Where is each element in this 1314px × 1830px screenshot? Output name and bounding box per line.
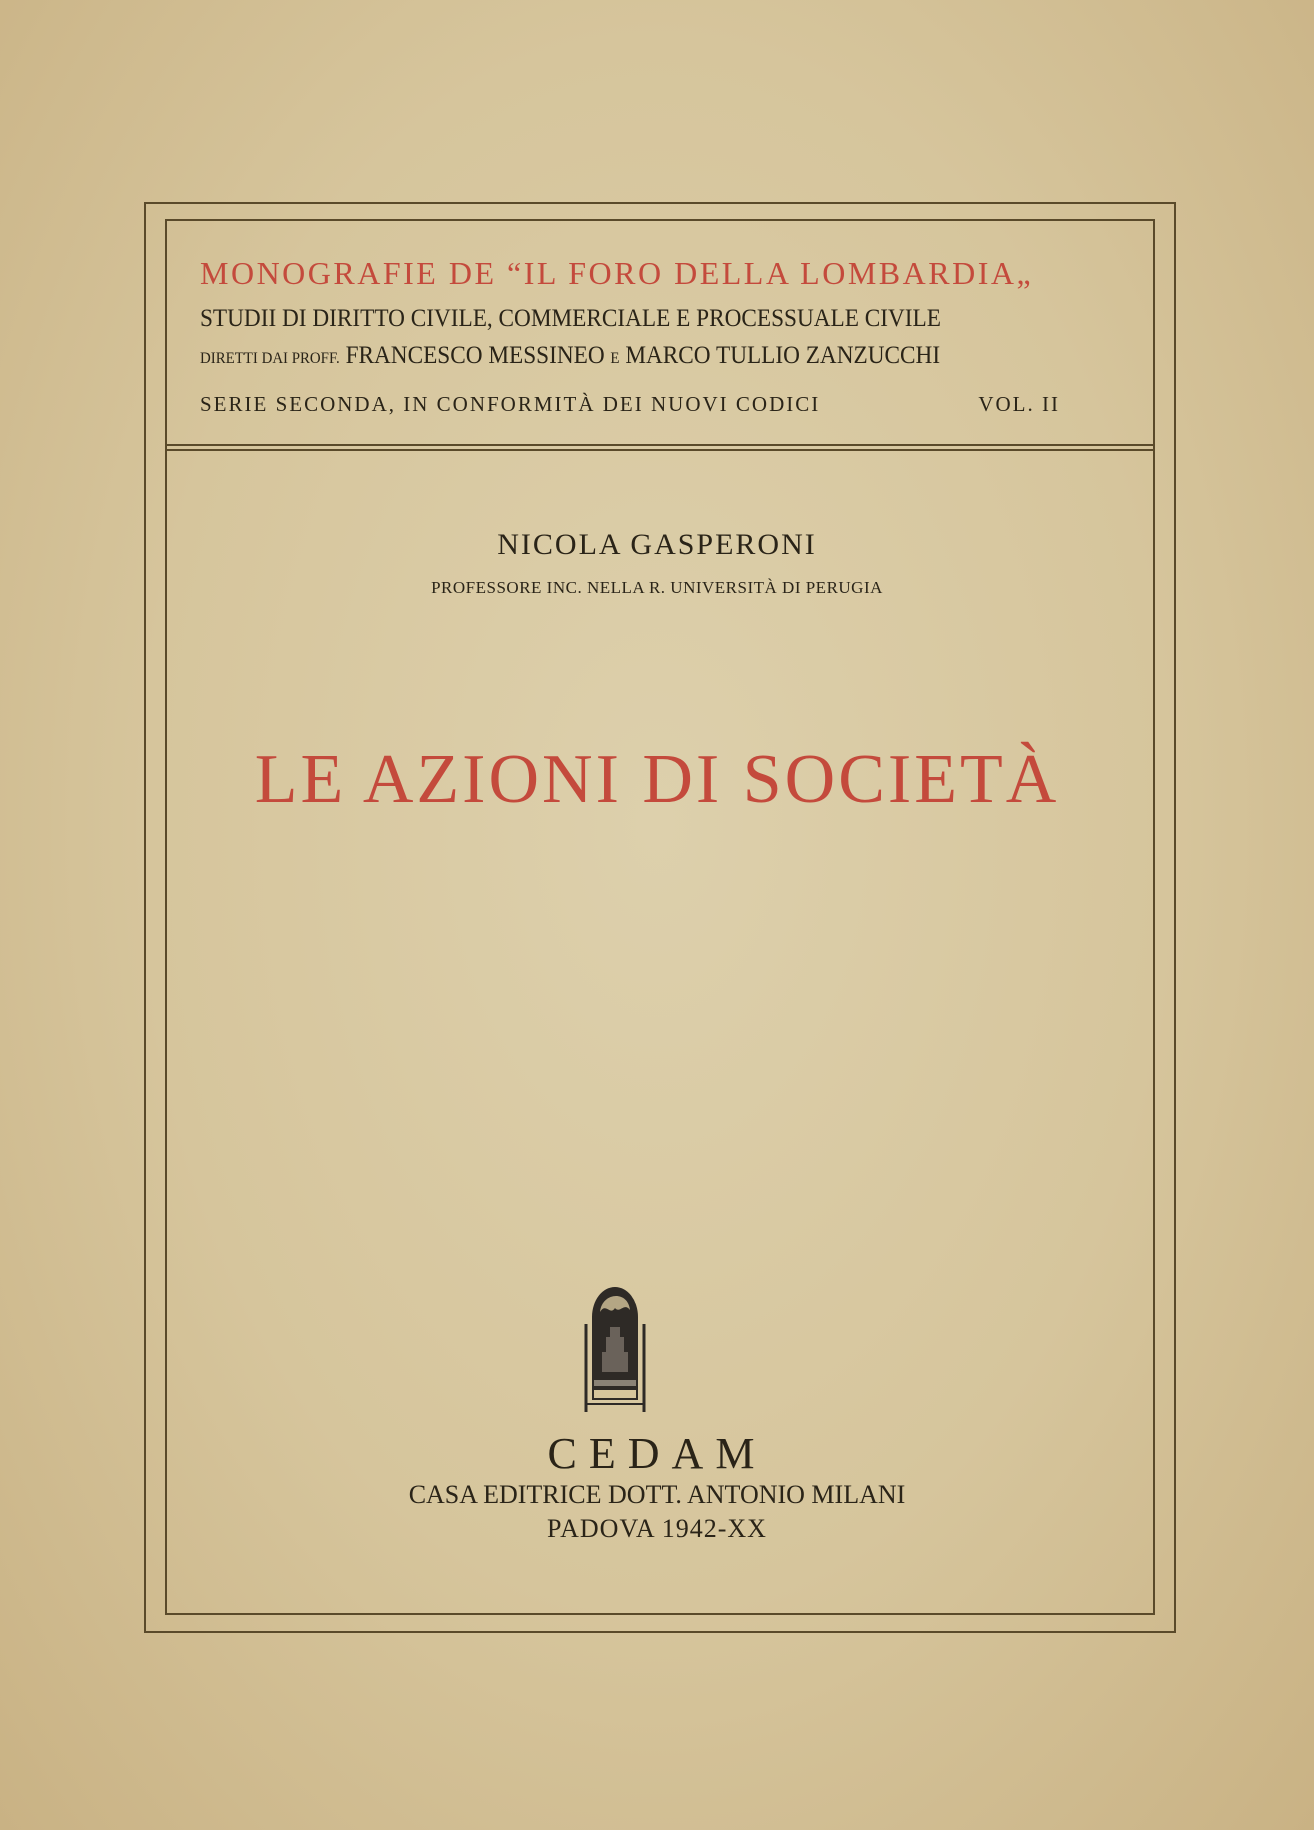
publisher-logo-icon (580, 1272, 650, 1414)
publication-place-year: PADOVA 1942-XX (547, 1514, 767, 1543)
volume-label: VOL. II (978, 392, 1060, 416)
book-title: LE AZIONI DI SOCIETÀ (254, 741, 1060, 818)
publisher-house: CASA EDITRICE DOTT. ANTONIO MILANI (408, 1480, 906, 1509)
directors-prefix: DIRETTI DAI PROFF. (200, 350, 340, 367)
director-1: FRANCESCO MESSINEO (345, 342, 605, 369)
header-divider-bottom (165, 449, 1153, 451)
directors-and: E (610, 350, 620, 367)
series-info (200, 392, 1060, 417)
author-name: NICOLA GASPERONI (497, 528, 817, 561)
author-affiliation: PROFESSORE INC. NELLA R. UNIVERSITÀ DI PERUGIA (431, 578, 883, 597)
serie-label: SERIE SECONDA, IN CONFORMITÀ DEI NUOVI CODICI (200, 392, 821, 416)
series-directors (200, 342, 1000, 370)
collection-title: MONOGRAFIE DE “IL FORO DELLA LOMBARDIA„ (200, 255, 1034, 291)
series-subtitle: STUDII DI DIRITTO CIVILE, COMMERCIALE E PROCESSUALE CIVILE (200, 305, 941, 332)
header-divider-top (165, 444, 1153, 446)
inner-border (165, 219, 1155, 1615)
publisher-name: CEDAM (547, 1429, 767, 1478)
director-2: MARCO TULLIO ZANZUCCHI (625, 342, 941, 369)
